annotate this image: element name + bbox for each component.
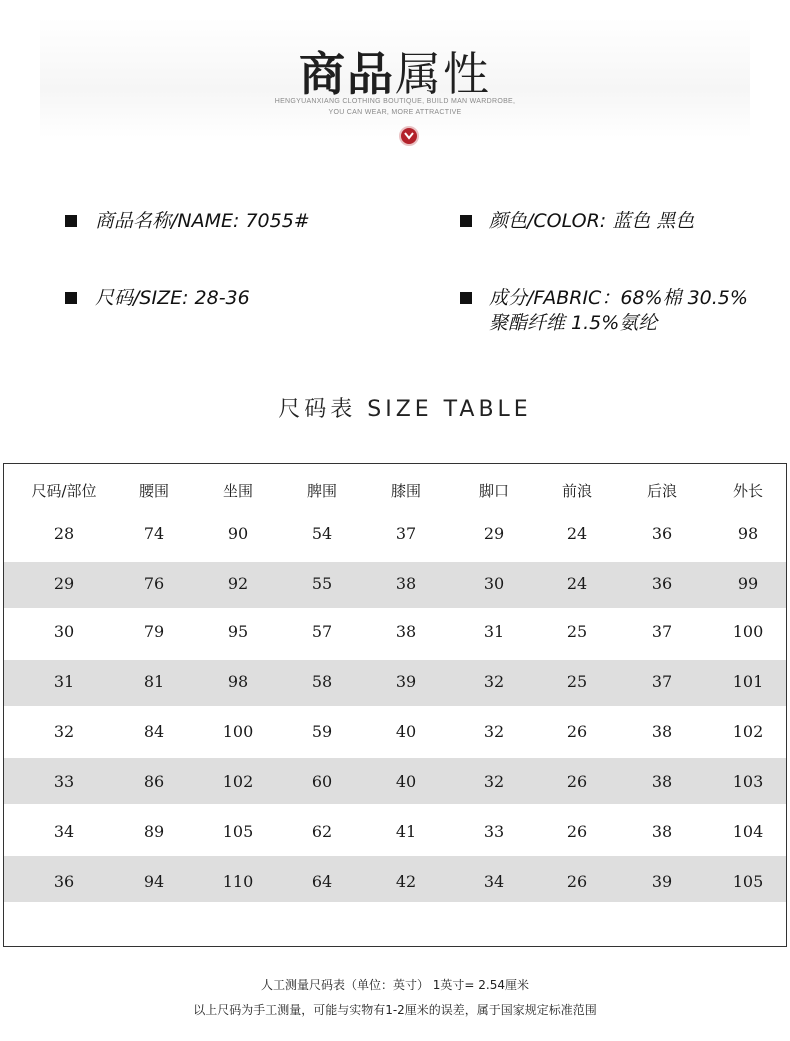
bullet-square xyxy=(65,215,77,227)
table-cell: 104 xyxy=(732,822,764,841)
brand-subtitle-line2: YOU CAN WEAR, MORE ATTRACTIVE xyxy=(328,109,462,116)
table-cell: 32 xyxy=(483,772,505,791)
table-cell: 31 xyxy=(53,672,75,691)
table-row xyxy=(4,722,786,746)
attr-size: 尺码/SIZE: 28-36 xyxy=(95,287,250,309)
footer-note-units: 人工测量尺码表（单位：英寸） 1英寸= 2.54厘米 xyxy=(260,978,530,992)
table-cell: 38 xyxy=(395,574,417,593)
table-cell: 100 xyxy=(222,722,254,741)
table-cell: 29 xyxy=(483,524,505,543)
attr-fabric-line1: 成分/FABRIC：68%棉 30.5% xyxy=(489,287,748,309)
attr-fabric-line2: 聚酯纤维 1.5%氨纶 xyxy=(489,312,658,334)
table-header-row xyxy=(4,480,786,504)
table-cell: 36 xyxy=(651,574,673,593)
table-cell: 38 xyxy=(395,622,417,641)
table-cell: 30 xyxy=(483,574,505,593)
attr-color: 颜色/COLOR: 蓝色 黑色 xyxy=(489,210,695,232)
table-cell: 55 xyxy=(311,574,333,593)
table-cell: 100 xyxy=(732,622,764,641)
size-table-title: 尺码表 SIZE TABLE xyxy=(278,397,532,422)
table-cell: 39 xyxy=(395,672,417,691)
table-row xyxy=(4,772,786,796)
table-cell: 62 xyxy=(311,822,333,841)
bullet-square xyxy=(460,292,472,304)
page-title xyxy=(0,38,790,104)
page-title-light: 属性 xyxy=(395,47,491,101)
table-cell: 37 xyxy=(651,622,673,641)
brand-subtitle-line1: HENGYUANXIANG CLOTHING BOUTIQUE, BUILD MAN WARDROBE, xyxy=(274,98,516,105)
table-header-cell: 尺码/部位 xyxy=(31,482,97,500)
table-cell: 102 xyxy=(222,772,254,791)
table-header-cell: 脾围 xyxy=(306,482,337,500)
table-cell: 26 xyxy=(566,872,588,891)
table-cell: 105 xyxy=(732,872,764,891)
table-cell: 33 xyxy=(53,772,75,791)
table-cell: 29 xyxy=(53,574,75,593)
table-header-cell: 膝围 xyxy=(390,482,421,500)
table-cell: 79 xyxy=(143,622,165,641)
table-header-cell: 腰围 xyxy=(138,482,169,500)
table-row xyxy=(4,872,786,896)
table-header-cell: 前浪 xyxy=(561,482,592,500)
table-cell: 34 xyxy=(483,872,505,891)
table-cell: 101 xyxy=(732,672,764,691)
table-cell: 84 xyxy=(143,722,165,741)
table-cell: 41 xyxy=(395,822,417,841)
table-cell: 81 xyxy=(143,672,165,691)
table-header-cell: 坐围 xyxy=(222,482,253,500)
table-row xyxy=(4,622,786,646)
table-cell: 28 xyxy=(53,524,75,543)
table-cell: 32 xyxy=(483,722,505,741)
table-cell: 25 xyxy=(566,622,588,641)
chevron-badge xyxy=(399,126,419,146)
size-table xyxy=(3,463,787,947)
table-header-cell: 后浪 xyxy=(646,482,677,500)
table-cell: 103 xyxy=(732,772,764,791)
table-cell: 110 xyxy=(222,872,254,891)
table-cell: 59 xyxy=(311,722,333,741)
table-cell: 25 xyxy=(566,672,588,691)
table-row xyxy=(4,822,786,846)
table-cell: 30 xyxy=(53,622,75,641)
table-row xyxy=(4,574,786,598)
attr-name: 商品名称/NAME: 7055# xyxy=(95,210,310,232)
chevron-down-icon xyxy=(404,132,414,140)
table-cell: 98 xyxy=(737,524,759,543)
table-cell: 38 xyxy=(651,772,673,791)
table-cell: 38 xyxy=(651,822,673,841)
table-cell: 26 xyxy=(566,772,588,791)
table-cell: 24 xyxy=(566,574,588,593)
bullet-square xyxy=(65,292,77,304)
table-cell: 94 xyxy=(143,872,165,891)
table-cell: 39 xyxy=(651,872,673,891)
table-row xyxy=(4,524,786,548)
table-cell: 102 xyxy=(732,722,764,741)
table-header-cell: 外长 xyxy=(732,482,763,500)
footer-note-tolerance: 以上尺码为手工测量，可能与实物有1-2厘米的误差，属于国家规定标准范围 xyxy=(193,1003,597,1017)
table-cell: 32 xyxy=(53,722,75,741)
table-cell: 57 xyxy=(311,622,333,641)
table-cell: 36 xyxy=(651,524,673,543)
table-cell: 58 xyxy=(311,672,333,691)
table-cell: 31 xyxy=(483,622,505,641)
table-cell: 26 xyxy=(566,722,588,741)
table-cell: 24 xyxy=(566,524,588,543)
table-header-cell: 脚口 xyxy=(478,482,509,500)
table-cell: 26 xyxy=(566,822,588,841)
table-cell: 32 xyxy=(483,672,505,691)
table-cell: 37 xyxy=(651,672,673,691)
table-cell: 38 xyxy=(651,722,673,741)
bullet-square xyxy=(460,215,472,227)
table-cell: 42 xyxy=(395,872,417,891)
table-cell: 36 xyxy=(53,872,75,891)
table-cell: 37 xyxy=(395,524,417,543)
table-cell: 40 xyxy=(395,772,417,791)
page-title-bold: 商品 xyxy=(299,47,395,101)
table-cell: 90 xyxy=(227,524,249,543)
table-cell: 74 xyxy=(143,524,165,543)
table-row xyxy=(4,672,786,696)
table-cell: 105 xyxy=(222,822,254,841)
table-cell: 34 xyxy=(53,822,75,841)
table-cell: 60 xyxy=(311,772,333,791)
table-cell: 64 xyxy=(311,872,333,891)
table-cell: 99 xyxy=(737,574,759,593)
table-cell: 95 xyxy=(227,622,249,641)
table-cell: 40 xyxy=(395,722,417,741)
table-cell: 89 xyxy=(143,822,165,841)
table-cell: 86 xyxy=(143,772,165,791)
table-cell: 92 xyxy=(227,574,249,593)
table-cell: 54 xyxy=(311,524,333,543)
table-cell: 33 xyxy=(483,822,505,841)
table-cell: 76 xyxy=(143,574,165,593)
table-cell: 98 xyxy=(227,672,249,691)
